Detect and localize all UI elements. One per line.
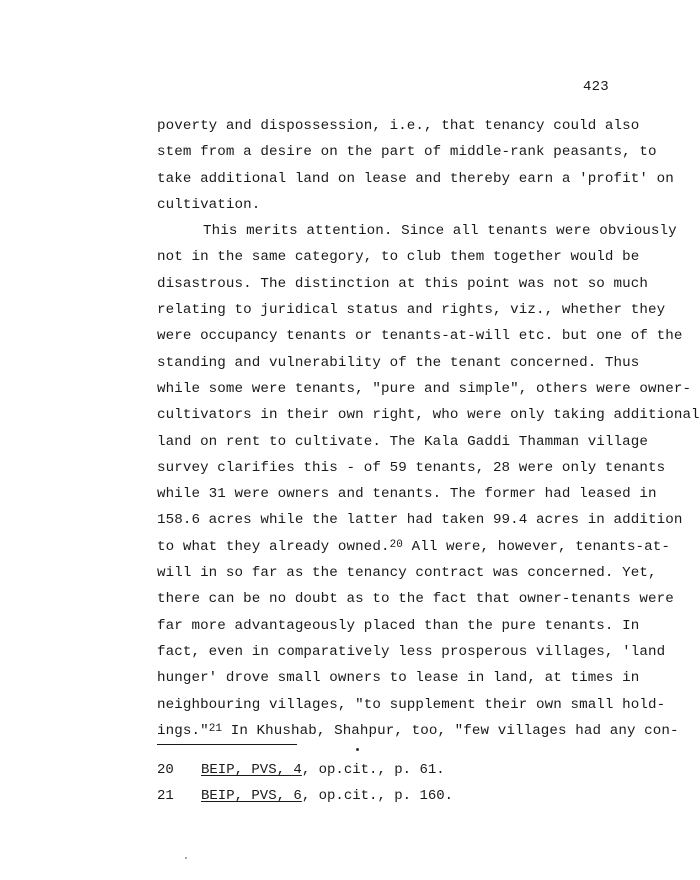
footnote-reference[interactable]: 20 xyxy=(389,538,403,551)
text-line: neighbouring villages, "to supplement their own small hold- xyxy=(157,696,666,713)
text-segment: In Khushab, Shahpur, too, "few villages had any con- xyxy=(222,722,679,739)
text-line: cultivators in their own right, who were only taking additional xyxy=(157,407,700,424)
text-line: take additional land on lease and thereby earn a 'profit' on xyxy=(157,170,674,187)
footnote-text: , op.cit., p. 160. xyxy=(301,788,454,804)
scan-speck xyxy=(185,857,187,859)
text-segment: to what they already owned. xyxy=(157,538,390,555)
footnote-reference[interactable]: 21 xyxy=(208,722,223,735)
body-text xyxy=(157,113,700,744)
text-line: 158.6 acres while the latter had taken 99.4 acres in addition xyxy=(157,512,683,529)
footnote-separator xyxy=(157,744,297,745)
footnote-source: BEIP, PVS, 6 xyxy=(201,788,302,804)
text-line: will in so far as the tenancy contract was concerned. Yet, xyxy=(157,565,657,582)
footnotes xyxy=(157,759,637,811)
text-line: survey clarifies this - of 59 tenants, 28 were only tenants xyxy=(157,459,666,476)
text-line: not in the same category, to club them together would be xyxy=(157,249,640,266)
text-line: fact, even in comparatively less prosperous villages, 'land xyxy=(157,643,666,660)
text-line xyxy=(157,534,671,560)
scan-speck xyxy=(356,748,359,751)
text-segment: All were, however, tenants-at- xyxy=(402,538,671,555)
footnote-item xyxy=(157,759,637,785)
page-number: 423 xyxy=(583,79,609,95)
text-line: far more advantageously placed than the pure tenants. In xyxy=(157,617,640,634)
text-line: while some were tenants, "pure and simple", others were owner- xyxy=(157,380,692,397)
text-line: poverty and dispossession, i.e., that tenancy could also xyxy=(157,118,640,134)
text-segment: ings." xyxy=(157,722,209,739)
text-line: standing and vulnerability of the tenant concerned. Thus xyxy=(157,354,640,371)
text-line: hunger' drove small owners to lease in land, at times in xyxy=(157,670,640,687)
footnote-number: 20 xyxy=(157,762,174,778)
text-line: This merits attention. Since all tenants were obviously xyxy=(203,223,677,240)
text-line: land on rent to cultivate. The Kala Gaddi Thamman village xyxy=(157,433,648,450)
text-line: relating to juridical status and rights, viz., whether they xyxy=(157,302,666,319)
text-line: while 31 were owners and tenants. The former had leased in xyxy=(157,486,657,503)
text-line xyxy=(157,718,679,744)
text-line: there can be no doubt as to the fact that owner-tenants were xyxy=(157,591,674,608)
footnote-item xyxy=(157,785,637,811)
text-line: disastrous. The distinction at this point was not so much xyxy=(157,275,648,292)
text-line: cultivation. xyxy=(157,196,261,213)
footnote-number: 21 xyxy=(157,788,174,804)
text-line: were occupancy tenants or tenants-at-will etc. but one of the xyxy=(157,328,683,345)
footnote-text: , op.cit., p. 61. xyxy=(301,762,445,778)
footnote-source: BEIP, PVS, 4 xyxy=(201,762,302,778)
text-line: stem from a desire on the part of middle-rank peasants, to xyxy=(157,144,657,161)
